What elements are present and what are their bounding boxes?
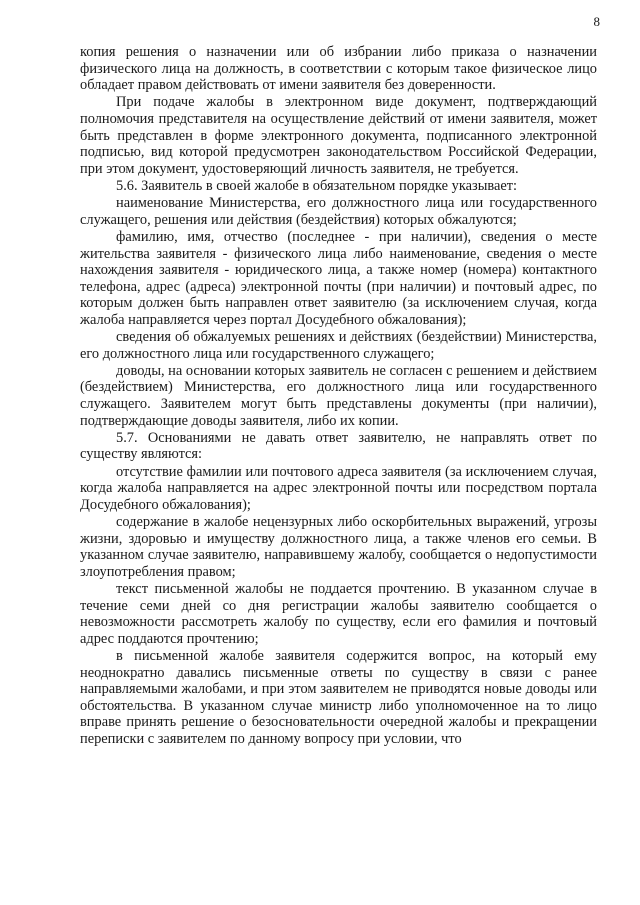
paragraph-arguments: доводы, на основании которых заявитель не согласен с решением и действием (бездействием) Министерства, его должностного лица или государственного служащего. Заявителем могут быть представлены документы (при наличии), подтверждающие доводы заявителя, либо их копии. (80, 362, 597, 429)
paragraph-repeated-question: в письменной жалобе заявителя содержится вопрос, на который ему неоднократно давались письменные ответы по существу в связи с ранее направляемыми жалобами, и при этом заявителем не приводятся новые доводы или обстоятельства. В указанном случае министр либо уполномоченное на то лицо вправе принять решение о безосновательности очередной жалобы и прекращении переписки с заявителем по данному вопросу при условии, что (80, 647, 597, 747)
paragraph-ministry-name: наименование Министерства, его должностного лица или государственного служащего, решения или действия (бездействия) которых обжалуются; (80, 195, 597, 228)
paragraph-electronic-submission: При подаче жалобы в электронном виде документ, подтверждающий полномочия представителя на осуществление действий от имени заявителя, может быть представлен в форме электронного документа, подписанного электронной подписью, вид которой предусмотрен законодательством Российской Федерации, при этом документ, удостоверяющий личность заявителя, не требуется. (80, 94, 597, 177)
paragraph-unreadable-text: текст письменной жалобы не поддается прочтению. В указанном случае в течение семи дней со дня регистрации жалобы заявителю сообщается о невозможности рассмотреть жалобу по существу, если его фамилия и почтовый адрес поддаются прочтению; (80, 580, 597, 647)
paragraph-applicant-details: фамилию, имя, отчество (последнее - при наличии), сведения о месте жительства заявителя - физического лица либо наименование, сведения о месте нахождения заявителя - юридического лица, а также номер (номера) контактного телефона, адрес (адреса) электронной почты (при наличии) и почтовый адрес, по которым должен быть направлен ответ заявителю (за исключением случая, когда жалоба направляется через портал Досудебного обжалования); (80, 228, 597, 328)
paragraph-5-6-heading: 5.6. Заявитель в своей жалобе в обязательном порядке указывает: (116, 177, 518, 194)
paragraph-5-7-heading: 5.7. Основаниями не давать ответ заявителю, не направлять ответ по существу являются: (80, 429, 597, 463)
paragraph-obscene-language: содержание в жалобе нецензурных либо оскорбительных выражений, угрозы жизни, здоровью и имуществу должностного лица, а также членов его семьи. В указанном случае заявителю, направившему жалобу, сообщается о недопустимости злоупотребления правом; (80, 513, 597, 580)
page-number: 8 (593, 14, 600, 29)
paragraph-appealed-decisions: сведения об обжалуемых решениях и действиях (бездействии) Министерства, его должностного лица или государственного служащего; (80, 329, 597, 362)
paragraph-no-surname: отсутствие фамилии или почтового адреса заявителя (за исключением случая, когда жалоба направляется на адрес электронной почты или посредством портала Досудебного обжалования); (80, 463, 597, 513)
paragraph-copy-of-decision: копия решения о назначении или об избрании либо приказа о назначении физического лица на должность, в соответствии с которым такое физическое лицо обладает правом действовать от имени заявителя без доверенности. (80, 44, 597, 94)
document-body (80, 44, 597, 748)
